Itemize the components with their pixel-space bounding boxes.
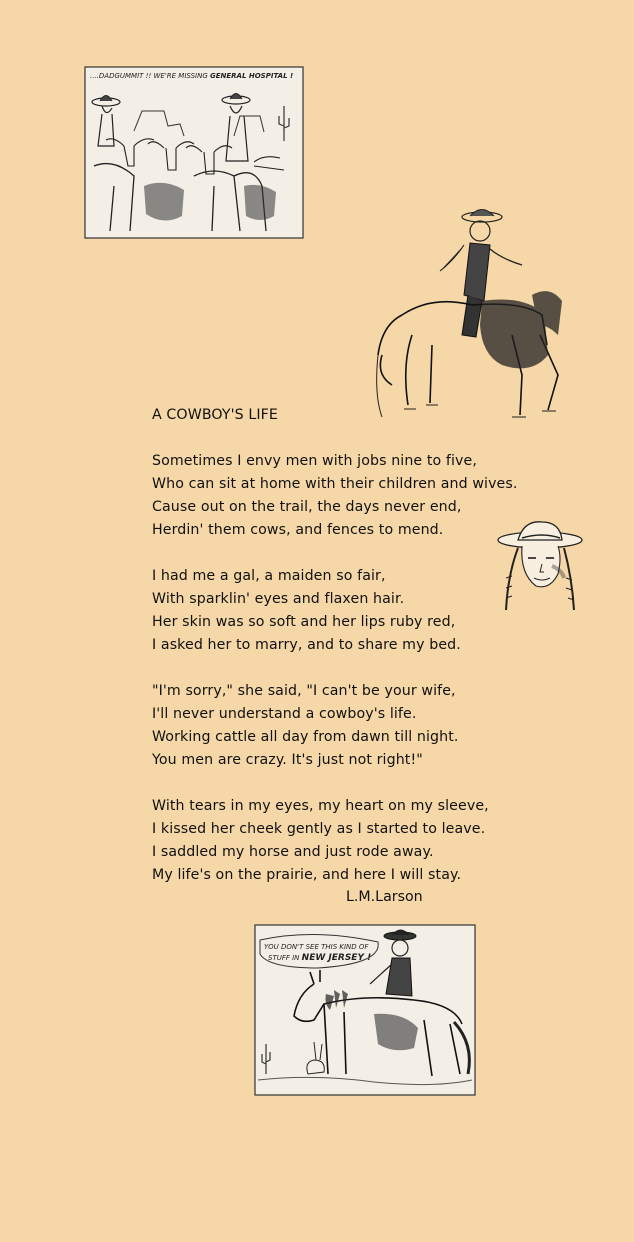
poem: [152, 404, 532, 910]
poem-line: Herdin' them cows, and fences to mend.: [152, 522, 444, 538]
poem-line: I asked her to marry, and to share my bed.: [152, 637, 461, 653]
poem-line: You men are crazy. It's just not right!": [152, 752, 423, 768]
poem-line: Her skin was so soft and her lips ruby red,: [152, 614, 456, 630]
poem-stanza: [152, 795, 532, 887]
poem-stanza: [152, 565, 532, 657]
poem-stanza: [152, 680, 532, 772]
poem-line: I'll never understand a cowboy's life.: [152, 706, 417, 722]
poem-line: I kissed her cheek gently as I started to leave.: [152, 821, 486, 837]
poem-line: "I'm sorry," she said, "I can't be your wife,: [152, 683, 456, 699]
cartoon-caption-line1: YOU DON'T SEE THIS KIND OF: [264, 943, 369, 951]
poem-line: Working cattle all day from dawn till night.: [152, 729, 459, 745]
poem-title: A COWBOY'S LIFE: [152, 407, 278, 423]
new-jersey-cartoon: [254, 924, 476, 1096]
cartoon-caption-line2: STUFF IN NEW JERSEY !: [268, 953, 372, 963]
poem-stanza: [152, 450, 532, 542]
poem-line: I had me a gal, a maiden so fair,: [152, 568, 386, 584]
poem-line: Who can sit at home with their children and wives.: [152, 476, 518, 492]
poem-line: My life's on the prairie, and here I will stay.: [152, 867, 462, 883]
cowboy-rider-sketch: [372, 205, 568, 423]
poem-line: With sparklin' eyes and flaxen hair.: [152, 591, 405, 607]
poem-line: Cause out on the trail, the days never end,: [152, 499, 462, 515]
poem-line: I saddled my horse and just rode away.: [152, 844, 434, 860]
cattle-drive-cartoon: [84, 66, 304, 239]
cartoon-caption-top: ....DADGUMMIT !! WE'RE MISSING GENERAL HOSPITAL !: [90, 72, 294, 80]
poem-line: Sometimes I envy men with jobs nine to five,: [152, 453, 477, 469]
poem-line: With tears in my eyes, my heart on my sleeve,: [152, 798, 489, 814]
poem-author: L.M.Larson: [346, 889, 423, 905]
